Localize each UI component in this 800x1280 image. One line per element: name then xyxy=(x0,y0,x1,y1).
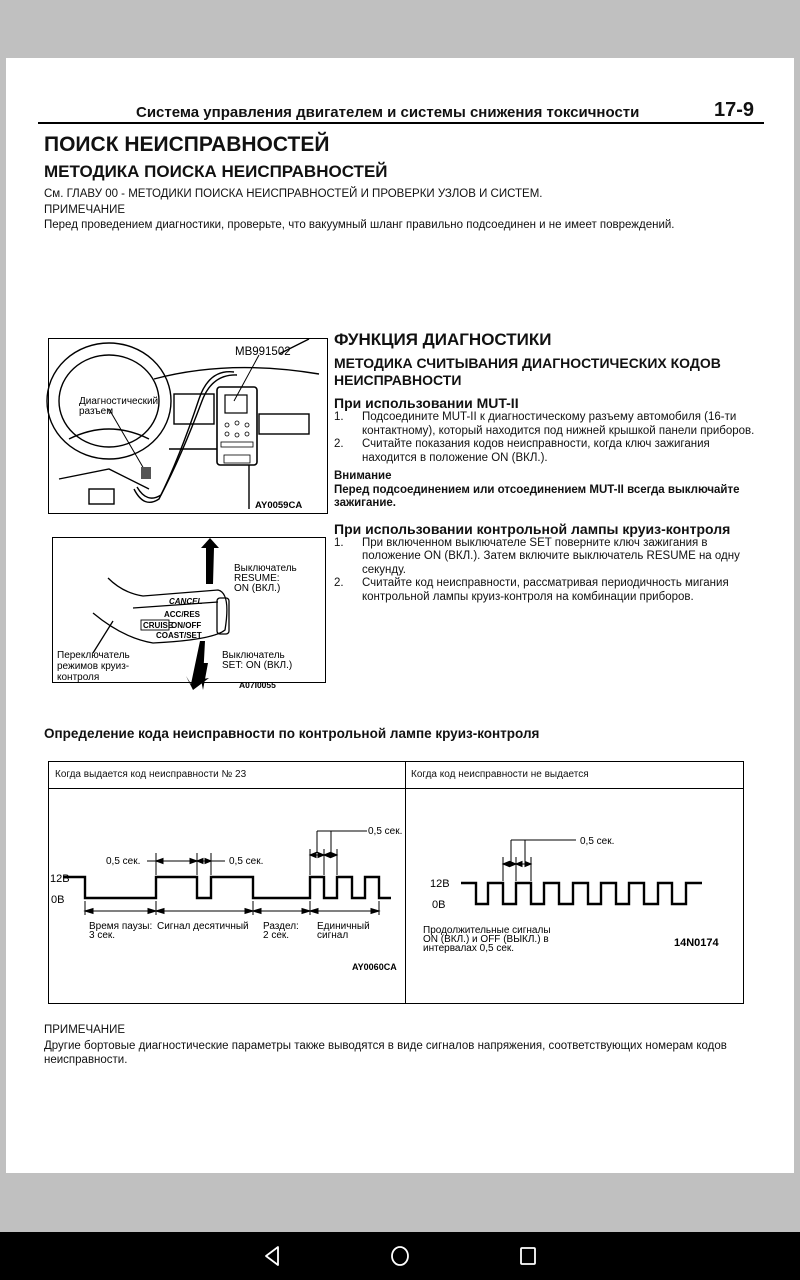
col2-header: Когда код неисправности не выдается xyxy=(411,769,589,780)
diagnostics-section xyxy=(334,330,764,604)
figure-code: AY0059CA xyxy=(255,500,303,511)
dim-label: 0,5 сек. xyxy=(368,826,403,837)
cruise-switch-figure xyxy=(52,537,326,690)
header-rule xyxy=(38,122,764,124)
col1-header: Когда выдается код неисправности № 23 xyxy=(55,769,247,780)
step-text: Считайте показания кодов неисправности, когда ключ зажигания находится в положение ON (ВКЛ.). xyxy=(362,438,710,464)
code-23-waveform xyxy=(49,789,405,1003)
step-text: Считайте код неисправности, рассматривая периодичность мигания контрольной лампы круиз-контроля на комбинации приборов. xyxy=(362,577,729,603)
step-number: 1. xyxy=(334,411,344,423)
mut-steps xyxy=(334,411,764,465)
list-item xyxy=(334,537,764,578)
label-12v: 12В xyxy=(50,873,70,885)
mut-connection-figure xyxy=(48,338,328,514)
note-text: Перед проведением диагностики, проверьте, что вакуумный шланг правильно подсоединен и не имеет повреждений. xyxy=(44,219,675,231)
diagnostics-subheading: МЕТОДИКА СЧИТЫВАНИЯ ДИАГНОСТИЧЕСКИХ КОДОВ НЕИСПРАВНОСТИ xyxy=(334,355,721,388)
list-item xyxy=(334,411,764,438)
figure-code: AY0060CA xyxy=(352,962,397,972)
dim-label: 0,5 сек. xyxy=(106,856,141,867)
recents-icon xyxy=(514,1242,542,1270)
tool-label: MB991502 xyxy=(235,346,291,358)
lamp-steps xyxy=(334,537,764,605)
mut-heading: При использовании MUT-II xyxy=(334,395,519,411)
footer-note-label: ПРИМЕЧАНИЕ xyxy=(44,1024,126,1036)
label-0v: 0В xyxy=(432,899,446,911)
connector-label-2: разъем xyxy=(79,406,114,417)
unit-signal-label-2: сигнал xyxy=(317,930,349,941)
step-text: Подсоедините MUT-II к диагностическому разъему автомобиля (16-ти контактному), который находится под нижней крышкой панели приборов. xyxy=(362,411,755,437)
pause-duration: 3 сек. xyxy=(89,930,116,941)
label-0v: 0В xyxy=(51,894,65,906)
separator-duration: 2 сек. xyxy=(263,930,290,941)
warning-label: Внимание xyxy=(334,470,392,482)
resume-label-3: ON (ВКЛ.) xyxy=(234,583,281,594)
list-item xyxy=(334,577,764,604)
code-table-title: Определение кода неисправности по контрольной лампе круиз-контроля xyxy=(44,726,540,741)
code-table xyxy=(48,761,744,1004)
caption-line: ON (ВКЛ.) и OFF (ВЫКЛ.) в xyxy=(423,934,549,945)
switch-label-3: контроля xyxy=(57,672,100,683)
dashboard-illustration xyxy=(49,339,327,513)
document-page xyxy=(6,58,794,1173)
dim-label: 0,5 сек. xyxy=(580,836,615,847)
recents-button[interactable] xyxy=(514,1242,542,1270)
switch-label-2: режимов круиз- xyxy=(57,661,130,672)
arrow-up-icon xyxy=(201,538,219,584)
step-number: 2. xyxy=(334,577,344,589)
switch-label: Переключатель xyxy=(57,650,130,661)
set-label-2: SET: ON (ВКЛ.) xyxy=(222,660,293,671)
page-number: 17-9 xyxy=(714,99,755,121)
cruise-label: CRUISE xyxy=(143,621,174,630)
step-number: 1. xyxy=(334,536,344,549)
caption-line: интервалах 0,5 сек. xyxy=(423,943,515,954)
chapter-title: Система управления двигателем и системы снижения токсичности xyxy=(136,104,640,121)
connector-label: Диагностический xyxy=(79,396,159,407)
signal-line xyxy=(461,883,702,904)
section-subheading: МЕТОДИКА ПОИСКА НЕИСПРАВНОСТЕЙ xyxy=(44,162,388,181)
navigation-bar xyxy=(0,1232,800,1280)
resume-label-2: RESUME: xyxy=(234,573,280,584)
warning-text: Перед подсоединением или отсоединением MUT-II всегда выключайте зажигание. xyxy=(334,483,740,509)
step-number: 2. xyxy=(334,438,344,450)
signal-line xyxy=(63,877,391,898)
no-code-waveform xyxy=(406,789,743,1003)
diagnostics-heading: ФУНКЦИЯ ДИАГНОСТИКИ xyxy=(334,330,552,349)
caption-line: Продолжительные сигналы xyxy=(423,925,551,936)
back-icon xyxy=(258,1242,286,1270)
home-icon xyxy=(386,1242,414,1270)
on-off-label: ON/OFF xyxy=(171,621,202,630)
set-label: Выключатель xyxy=(222,650,285,661)
reference-text: См. ГЛАВУ 00 - МЕТОДИКИ ПОИСКА НЕИСПРАВНОСТЕЙ И ПРОВЕРКИ УЗЛОВ И СИСТЕМ. xyxy=(44,188,543,200)
resume-label: Выключатель xyxy=(234,563,297,574)
cancel-label: CANCEL xyxy=(169,597,203,606)
decimal-signal-label: Сигнал десятичный xyxy=(157,921,249,932)
list-item xyxy=(334,438,764,465)
pause-label: Время паузы: xyxy=(89,921,153,932)
footer-note-text: Другие бортовые диагностические параметры также выводятся в виде сигналов напряжения, соответствующих номерам кодов неисправности. xyxy=(44,1040,727,1066)
unit-signal-label: Единичный xyxy=(317,921,370,932)
figure-code: A07I0055 xyxy=(239,680,276,690)
note-label: ПРИМЕЧАНИЕ xyxy=(44,204,126,216)
figure-code: 14N0174 xyxy=(674,937,719,949)
label-12v: 12В xyxy=(430,878,450,890)
cruise-switch-illustration xyxy=(53,538,325,690)
dim-label: 0,5 сек. xyxy=(229,856,264,867)
separator-label: Раздел: xyxy=(263,921,299,932)
lamp-heading: При использовании контрольной лампы круиз-контроля xyxy=(334,520,731,537)
section-heading: ПОИСК НЕИСПРАВНОСТЕЙ xyxy=(44,133,330,156)
home-button[interactable] xyxy=(386,1242,414,1270)
coast-set-label: COAST/SET xyxy=(156,631,202,640)
step-text: При включенном выключателе SET поверните ключ зажигания в положение ON (ВКЛ.). Затем включите выключатель RESUME на одну секунду. xyxy=(362,536,740,576)
back-button[interactable] xyxy=(258,1242,286,1270)
acc-res-label: ACC/RES xyxy=(164,610,201,619)
